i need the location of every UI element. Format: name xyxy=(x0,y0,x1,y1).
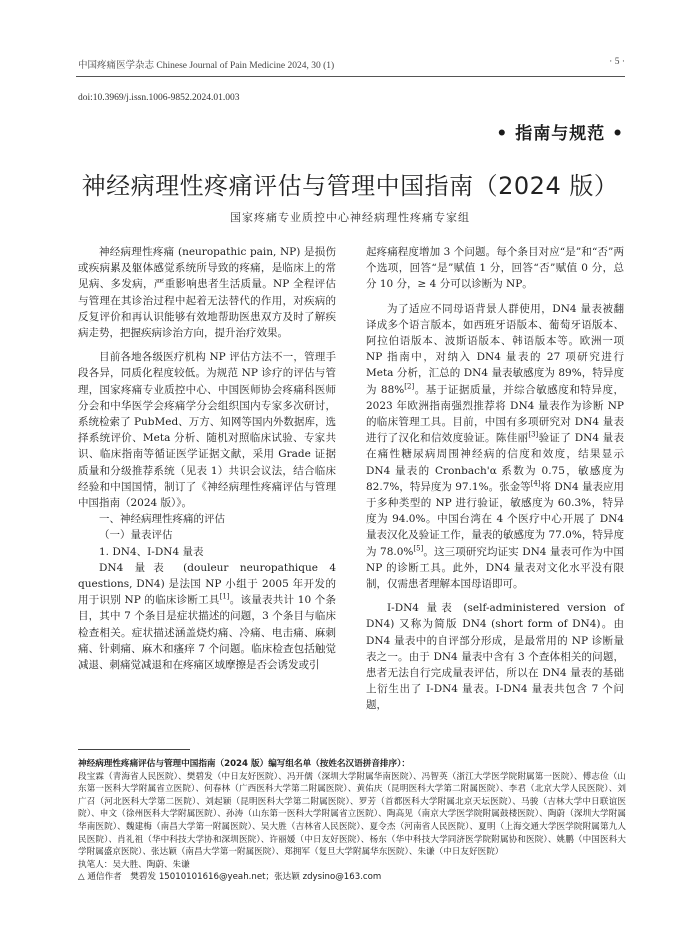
footnote-contact[interactable]: △ 通信作者 樊碧发 15010101616@yeah.net；张达颖 zdysino@163.com xyxy=(78,872,382,883)
paragraph: DN4 量表 (douleur neuropathique 4 questions, DN4) 是法国 NP 小组于 2005 年开发的用于识别 NP 的临床诊断工具[1]。该量表共计 10 个条目，其中 7 个条目是症状描述的问题，3 个条目与临床检查相关。症状描述涵盖烧灼痛、冷痛、电击痛、麻刺痛、针刺痛、麻木和瘙痒 7 个问题。临床检查包括触觉减退、刺痛觉减退和在疼痛区域摩擦是否会诱发或引 xyxy=(78,561,336,672)
page-number: · 5 · xyxy=(609,57,625,67)
footnote-authors: 段宝霖（青海省人民医院）、樊碧发（中日友好医院）、冯开儒（深圳大学附属华南医院）、冯智英（浙江大学医学院附属第一医院）、傅志俭（山东第一医科大学附属省立医院）、何春林（广西医科大学第二附属医院）、黄佑庆（昆明医科大学第二附属医院）、李君（北京大学人民医院）、刘广召（河北医科大学第二医院）、刘起颖（昆明医科大学第二附属医院）、罗芳（首都医科大学附属北京天坛医院）、马骏（吉林大学中日联谊医院）、申文（徐州医科大学附属医院）、孙涛（山东第一医科大学附属省立医院）、陶高见（南京大学医学院附属鼓楼医院）、陶蔚（深圳大学附属华南医院）、魏建梅（南昌大学第一附属医院）、吴大胜（吉林省人民医院）、夏令杰（河南省人民医院）、夏明（上海交通大学医学院附属第九人民医院）、肖礼祖（华中科技大学协和深圳医院）、许丽媛（中日友好医院）、杨东（华中科技大学同济医学院附属协和医院）、姚鹏（中国医科大学附属盛京医院）、张达颖（南昌大学第一附属医院）、郑拥军（复旦大学附属华东医院）、朱谦（中日友好医院） xyxy=(78,771,626,858)
citation-ref[interactable]: [3] xyxy=(528,430,539,439)
journal-name: 中国疼痛医学杂志 Chinese Journal of Pain Medicine 2024, 30 (1) xyxy=(78,61,335,71)
paragraph: I-DN4 量表 (self-administered version of DN4) 又称为简版 DN4 (short form of DN4)。由 DN4 量表中的自评部分形成，是最常用的 NP 诊断量表之一。由于 DN4 量表中含有 3 个查体相关的问题，患者无法自行完成量表评估，所以在 DN4 量表的基础上衍生出了 I-DN4 量表。I-DN4 量表共包含 7 个问题， xyxy=(366,602,624,712)
citation-ref[interactable]: [4] xyxy=(530,479,541,488)
footnote-rule xyxy=(78,749,190,750)
heading-level-3: 1. DN4、I-DN4 量表 xyxy=(99,545,204,558)
paragraph: 神经病理性疼痛 (neuropathic pain, NP) 是损伤或疾病累及躯体感觉系统所导致的疼痛，是临床上的常见病、多发病，严重影响患者生活质量。NP 全程评估与管理在其诊治过程中起着无法替代的作用，对疾病的反复评价和再认识能够有效地帮助医患双方及时了解疾病走势，把握疾病诊治方向，提升治疗效果。 xyxy=(78,246,336,340)
footnote-title: 神经病理性疼痛评估与管理中国指南（2024 版）编写组名单（按姓名汉语拼音排序）： xyxy=(78,759,410,769)
section-tag: • 指南与规范 • xyxy=(496,124,624,144)
paragraph: 为了适应不同母语背景人群使用，DN4 量表被翻译成多个语言版本，如西班牙语版本、葡萄牙语版本、阿拉伯语版本、波斯语版本、韩语版本等。欧洲一项 NP 指南中，对纳入 DN4 量表的 27 项研究进行 Meta 分析，汇总的 DN4 量表敏感度为 89%，特异度为 88%[2]。基于证据质量，并综合敏感度和特异度，2023 年欧洲指南强烈推荐将 DN4 量表作为诊断 NP 的临床管理工具。目前，中国有多项研究对 DN4 量表进行了汉化和信效度验证。陈佳丽[3]验证了 DN4 量表在痛性糖尿病周围神经病的信度和效度，结果显示 DN4 量表的 Cronbach'α 系数为 0.75，敏感度为 82.7%，特异度为 97.1%。张金等[4]将 DN4 量表应用于多种类型的 NP 进行验证，敏感度为 60.3%，特异度为 94.0%。中国台湾在 4 个医疗中心开展了 DN4 量表汉化及验证工作，量表的敏感度为 77.0%，特异度为 78.0%[5]。这三项研究均证实 DN4 量表可作为中国 NP 的诊断工具。此外，DN4 量表对文化水平没有限制，仅需患者理解本国母语即可。 xyxy=(366,302,625,591)
right-column xyxy=(366,244,624,714)
paragraph: 起疼痛程度增加 3 个问题。每个条目对应“是”和“否”两个选项，回答“是”赋值 1 分，回答“否”赋值 0 分，总分 10 分，≥ 4 分可以诊断为 NP。 xyxy=(366,246,624,291)
heading-level-2: （一）量表评估 xyxy=(99,529,173,542)
heading-level-1: 一、神经病理性疼痛的评估 xyxy=(99,513,225,526)
citation-ref[interactable]: [2] xyxy=(404,382,415,391)
paragraph: 目前各地各级医疗机构 NP 评估方法不一，管理手段各异，同质化程度较低。为规范 NP 诊疗的评估与管理，国家疼痛专业质控中心、中国医师协会疼痛科医师分会和中华医学会疼痛学分会组织国内专家多次研讨，系统检索了 PubMed、万方、知网等国内外数据库，选择系统评价、Meta 分析、随机对照临床试验、专家共识、临床指南等循证医学证据文献，采用 Grade 证据质量和分级推荐系统（见表 1）共识会议法，结合临床经验和中国国情，制订了《神经病理性疼痛评估与管理中国指南（2024 版）》。 xyxy=(78,351,336,510)
header-rule xyxy=(76,76,625,77)
running-header xyxy=(78,57,625,73)
author-group: 国家疼痛专业质控中心神经病理性疼痛专家组 xyxy=(230,211,470,224)
citation-ref[interactable]: [5] xyxy=(413,544,424,553)
article-title: 神经病理性疼痛评估与管理中国指南（2024 版） xyxy=(81,172,619,200)
left-column xyxy=(78,244,336,673)
footnote-writers: 执笔人：吴大胜、陶蔚、朱谦 xyxy=(78,859,190,870)
doi-link[interactable]: doi:10.3969/j.issn.1006-9852.2024.01.003 xyxy=(78,93,240,103)
footnotes xyxy=(78,758,626,884)
citation-ref[interactable]: [1] xyxy=(219,592,230,601)
